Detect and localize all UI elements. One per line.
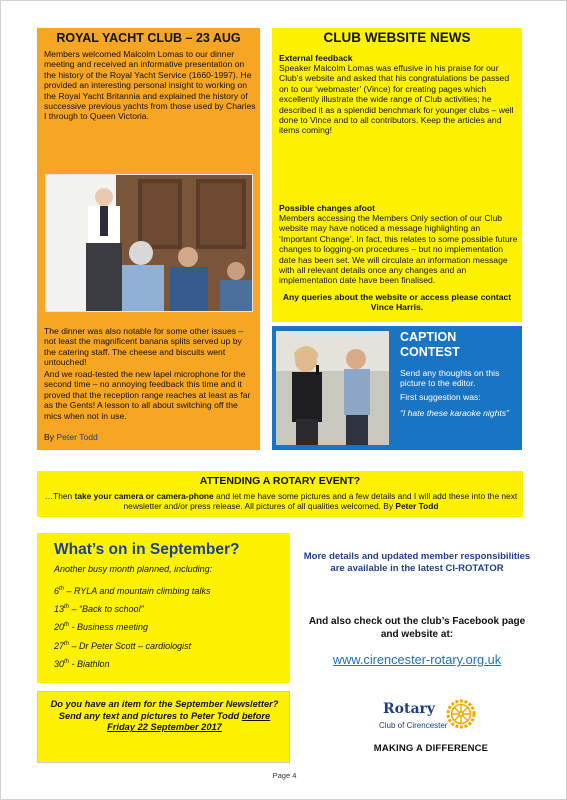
event-text: – Dr Peter Scott – cardiologist	[69, 640, 192, 651]
event-day-suffix: th	[64, 604, 70, 611]
event-day: 30	[54, 658, 65, 669]
whats-on-title: What’s on in September?	[54, 541, 240, 558]
send-item-body: Do you have an item for the September Newsletter? Send any text and pictures to Peter Todd	[50, 699, 279, 721]
attending-pre: …Then	[44, 491, 73, 501]
rotary-wheel-icon	[446, 699, 476, 729]
royal-yacht-club-article	[37, 28, 260, 450]
whats-on-intro: Another busy month planned, including:	[54, 564, 213, 574]
possible-changes-text: Members accessing the Members Only section of our Club website may have noticed a message highlighting an ‘Important Change’. In fact, this relates to some possible future changes to logging-on procedures – but no implementation date has been set. We will circulate an information message with all relevant details once any changes and an implementation date have been finalised.	[279, 213, 518, 286]
club-website-news	[272, 28, 522, 322]
dinner-meeting-photo	[45, 174, 253, 312]
event-day-suffix: th	[64, 640, 70, 647]
caption-contest-photo	[276, 331, 389, 445]
attending-title: ATTENDING A ROTARY EVENT?	[199, 475, 361, 487]
rotary-logo	[373, 697, 503, 737]
attending-camera-emphasis: take your camera or camera-phone	[74, 491, 214, 501]
send-item-deadline: before Friday 22 September 2017	[107, 710, 271, 733]
list-item	[54, 641, 210, 659]
club-website-link[interactable]: www.cirencester-rotary.org.uk	[332, 652, 502, 667]
caption-title-line-2: CONTEST	[400, 345, 460, 359]
external-feedback-text: Speaker Malcolm Lomas was effusive in his praise for our Club’s website and asked that his congratulations be passed on to our ‘webmaster’ (Vince) for creating pages which excellently illustrate the wide range of Club activities; he described it as a splendid benchmark for younger clubs – well done to Vince and to all contributors. Keep the articles and items coming!	[279, 63, 514, 136]
page-number: Page 4	[272, 771, 297, 780]
event-day: 27	[54, 640, 65, 651]
event-text: - Biathlon	[69, 658, 110, 669]
attending-rotary-event	[37, 471, 523, 517]
event-day: 13	[54, 604, 65, 615]
external-feedback-heading: External feedback	[279, 53, 353, 63]
byline-label: By	[44, 432, 55, 442]
caption-contest	[272, 326, 522, 450]
list-item	[54, 604, 210, 622]
caption-photo-illustration	[276, 331, 389, 445]
caption-instructions: Send any thoughts on this picture to the editor.	[400, 368, 500, 389]
royal-yacht-paragraph-1: Members welcomed Malcolm Lomas to our dinner meeting and received an informative presentation on the history of the Royal Yacht Service (1660-1997). He provided an interesting personal insight to working on the Royal Yacht Britannia and explained the history of successive previous yachts from those used by Charles I through to Queen Victoria.	[44, 49, 256, 122]
events-list	[54, 586, 210, 677]
caption-suggestion-quote: “I hate these karaoke nights”	[400, 408, 509, 418]
send-item-text	[46, 699, 283, 734]
rotary-motto: MAKING A DIFFERENCE	[373, 743, 489, 754]
website-news-title: CLUB WEBSITE NEWS	[323, 30, 471, 45]
royal-yacht-byline	[44, 432, 98, 442]
event-day-suffix: th	[59, 586, 65, 592]
list-item	[54, 622, 210, 640]
royal-yacht-paragraph-3: And we road-tested the new lapel microphone for the second time – no annoying feedback this time and it proved that the reception range reaches at least as far as the Gents! A lesson to all about switching off the mics when not in use.	[44, 369, 251, 421]
event-text: – RYLA and mountain climbing talks	[64, 586, 211, 596]
event-day-suffix: th	[64, 622, 70, 629]
possible-changes-heading: Possible changes afoot	[279, 203, 375, 213]
rotary-logo-subtitle: Club of Cirencester	[379, 721, 448, 730]
whats-on-september	[37, 533, 290, 683]
caption-first-suggestion-label: First suggestion was:	[400, 392, 481, 402]
attending-author: Peter Todd	[395, 501, 439, 512]
event-text: - Business meeting	[69, 622, 149, 633]
caption-title-line-1: CAPTION	[400, 330, 457, 344]
event-day-suffix: th	[64, 658, 70, 665]
event-day: 20	[54, 622, 65, 633]
list-item	[54, 586, 210, 604]
dinner-photo-illustration	[46, 175, 253, 312]
attending-body: and let me have some pictures and a few details and I will add these into the next newsletter and/or press release. All pictures of all qualities welcomed. By	[123, 491, 518, 512]
send-item-box	[37, 691, 290, 763]
rotary-logo-word: Rotary	[383, 701, 436, 717]
event-text: – “Back to school”	[69, 604, 144, 615]
facebook-note: And also check out the club’s Facebook page and website at:	[308, 616, 526, 640]
website-queries-text: Any queries about the website or access please contact Vince Harris.	[282, 292, 512, 313]
royal-yacht-title: ROYAL YACHT CLUB – 23 AUG	[56, 31, 241, 45]
ci-rotator-note: More details and updated member responsibilities are available in the latest CI-ROTATOR	[303, 551, 531, 574]
event-day: 6	[54, 586, 60, 596]
caption-contest-title	[400, 330, 518, 360]
byline-author: Peter Todd	[56, 432, 98, 442]
attending-text	[43, 491, 519, 512]
royal-yacht-paragraph-2: The dinner was also notable for some other issues – not least the magnificent banana splits served up by the catering staff. The cheese and biscuits went untouched!	[44, 326, 244, 368]
list-item	[54, 659, 210, 677]
